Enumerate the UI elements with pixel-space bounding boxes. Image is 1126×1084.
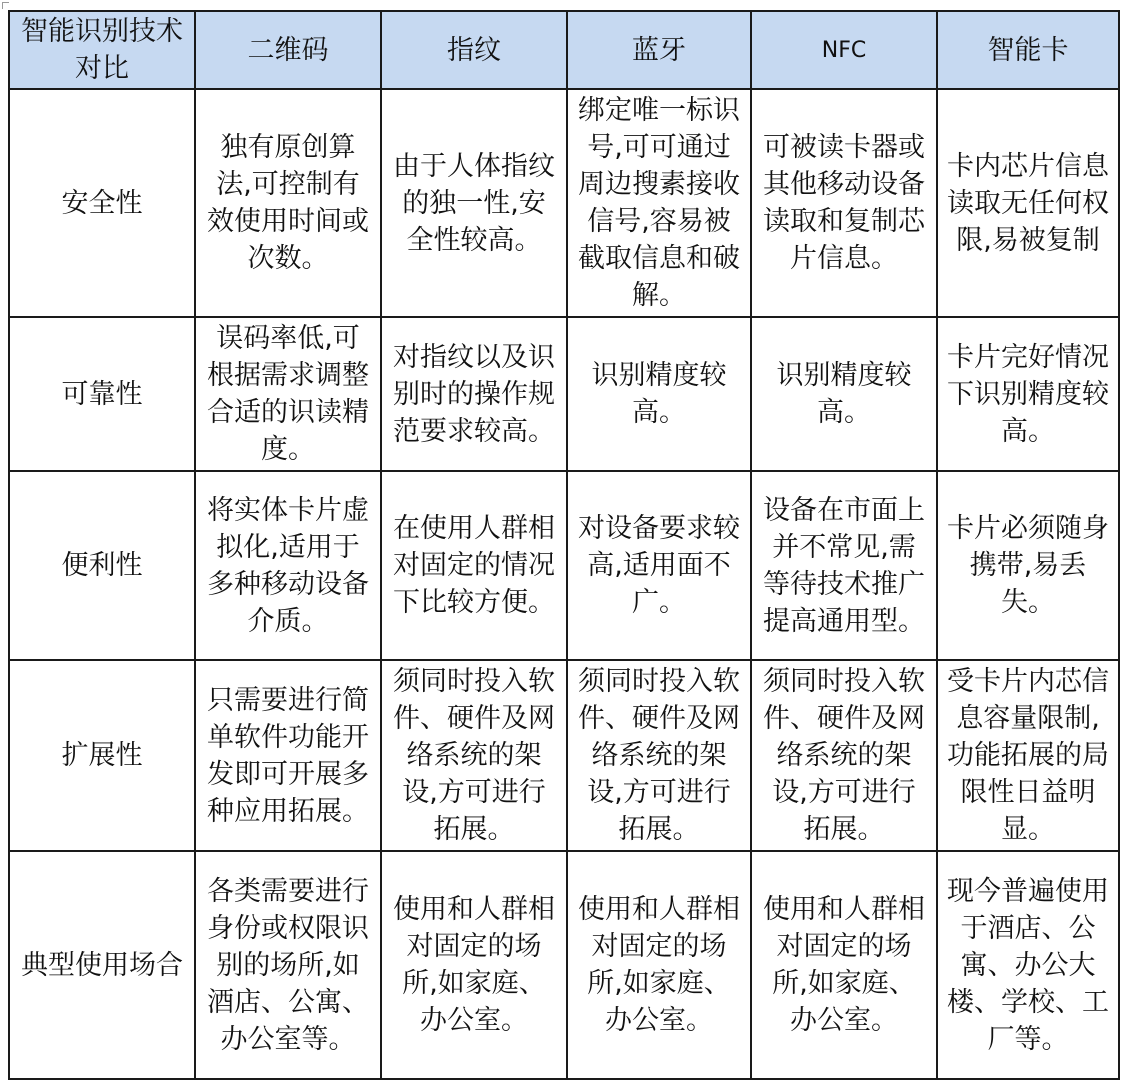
row-label-usage: 典型使用场合 (9, 851, 195, 1079)
table-cell: 卡片完好情况下识别精度较高。 (937, 317, 1119, 471)
table-row-extensibility (9, 660, 1119, 851)
table-cell: 使用和人群相对固定的场所,如家庭、办公室。 (567, 851, 751, 1079)
table-cell: 卡内芯片信息读取无任何权限,易被复制 (937, 89, 1119, 317)
row-label-convenience: 便利性 (9, 471, 195, 660)
table-row-usage (9, 851, 1119, 1079)
table-cell: 受卡片内芯信息容量限制,功能拓展的局限性日益明显。 (937, 660, 1119, 851)
row-label-extensibility: 扩展性 (9, 660, 195, 851)
table-cell: 现今普遍使用于酒店、公寓、办公大楼、学校、工厂等。 (937, 851, 1119, 1079)
header-cell-smartcard: 智能卡 (937, 11, 1119, 89)
header-cell-fingerprint: 指纹 (381, 11, 567, 89)
table-cell: 绑定唯一标识号,可可通过周边搜素接收信号,容易被截取信息和破解。 (567, 89, 751, 317)
row-label-reliability: 可靠性 (9, 317, 195, 471)
table-cell: 对设备要求较高,适用面不广。 (567, 471, 751, 660)
table-cell: 须同时投入软件、硬件及网络系统的架设,方可进行拓展。 (751, 660, 937, 851)
table-cell: 各类需要进行身份或权限识别的场所,如酒店、公寓、办公室等。 (195, 851, 381, 1079)
table-cell: 可被读卡器或其他移动设备读取和复制芯片信息。 (751, 89, 937, 317)
header-cell-comparison: 智能识别技术对比 (9, 11, 195, 89)
table-cell: 设备在市面上并不常见,需等待技术推广提高通用型。 (751, 471, 937, 660)
table-cell: 在使用人群相对固定的情况下比较方便。 (381, 471, 567, 660)
table-cell: 识别精度较高。 (751, 317, 937, 471)
corner-mark (2, 2, 9, 9)
table-cell: 须同时投入软件、硬件及网络系统的架设,方可进行拓展。 (567, 660, 751, 851)
table-cell: 误码率低,可根据需求调整合适的识读精度。 (195, 317, 381, 471)
table-cell: 由于人体指纹的独一性,安全性较高。 (381, 89, 567, 317)
table-cell: 卡片必须随身携带,易丢失。 (937, 471, 1119, 660)
table-row-security (9, 89, 1119, 317)
table-cell: 须同时投入软件、硬件及网络系统的架设,方可进行拓展。 (381, 660, 567, 851)
table-cell: 对指纹以及识别时的操作规范要求较高。 (381, 317, 567, 471)
table-cell: 使用和人群相对固定的场所,如家庭、办公室。 (381, 851, 567, 1079)
comparison-table (8, 10, 1120, 1080)
table-cell: 只需要进行简单软件功能开发即可开展多种应用拓展。 (195, 660, 381, 851)
comparison-table-container (8, 10, 1118, 1080)
table-row-convenience (9, 471, 1119, 660)
row-label-security: 安全性 (9, 89, 195, 317)
table-cell: 将实体卡片虚拟化,适用于多种移动设备介质。 (195, 471, 381, 660)
header-row (9, 11, 1119, 89)
header-cell-nfc: NFC (751, 11, 937, 89)
table-cell: 识别精度较高。 (567, 317, 751, 471)
table-row-reliability (9, 317, 1119, 471)
table-cell: 使用和人群相对固定的场所,如家庭、办公室。 (751, 851, 937, 1079)
header-cell-qrcode: 二维码 (195, 11, 381, 89)
table-cell: 独有原创算法,可控制有效使用时间或次数。 (195, 89, 381, 317)
header-cell-bluetooth: 蓝牙 (567, 11, 751, 89)
